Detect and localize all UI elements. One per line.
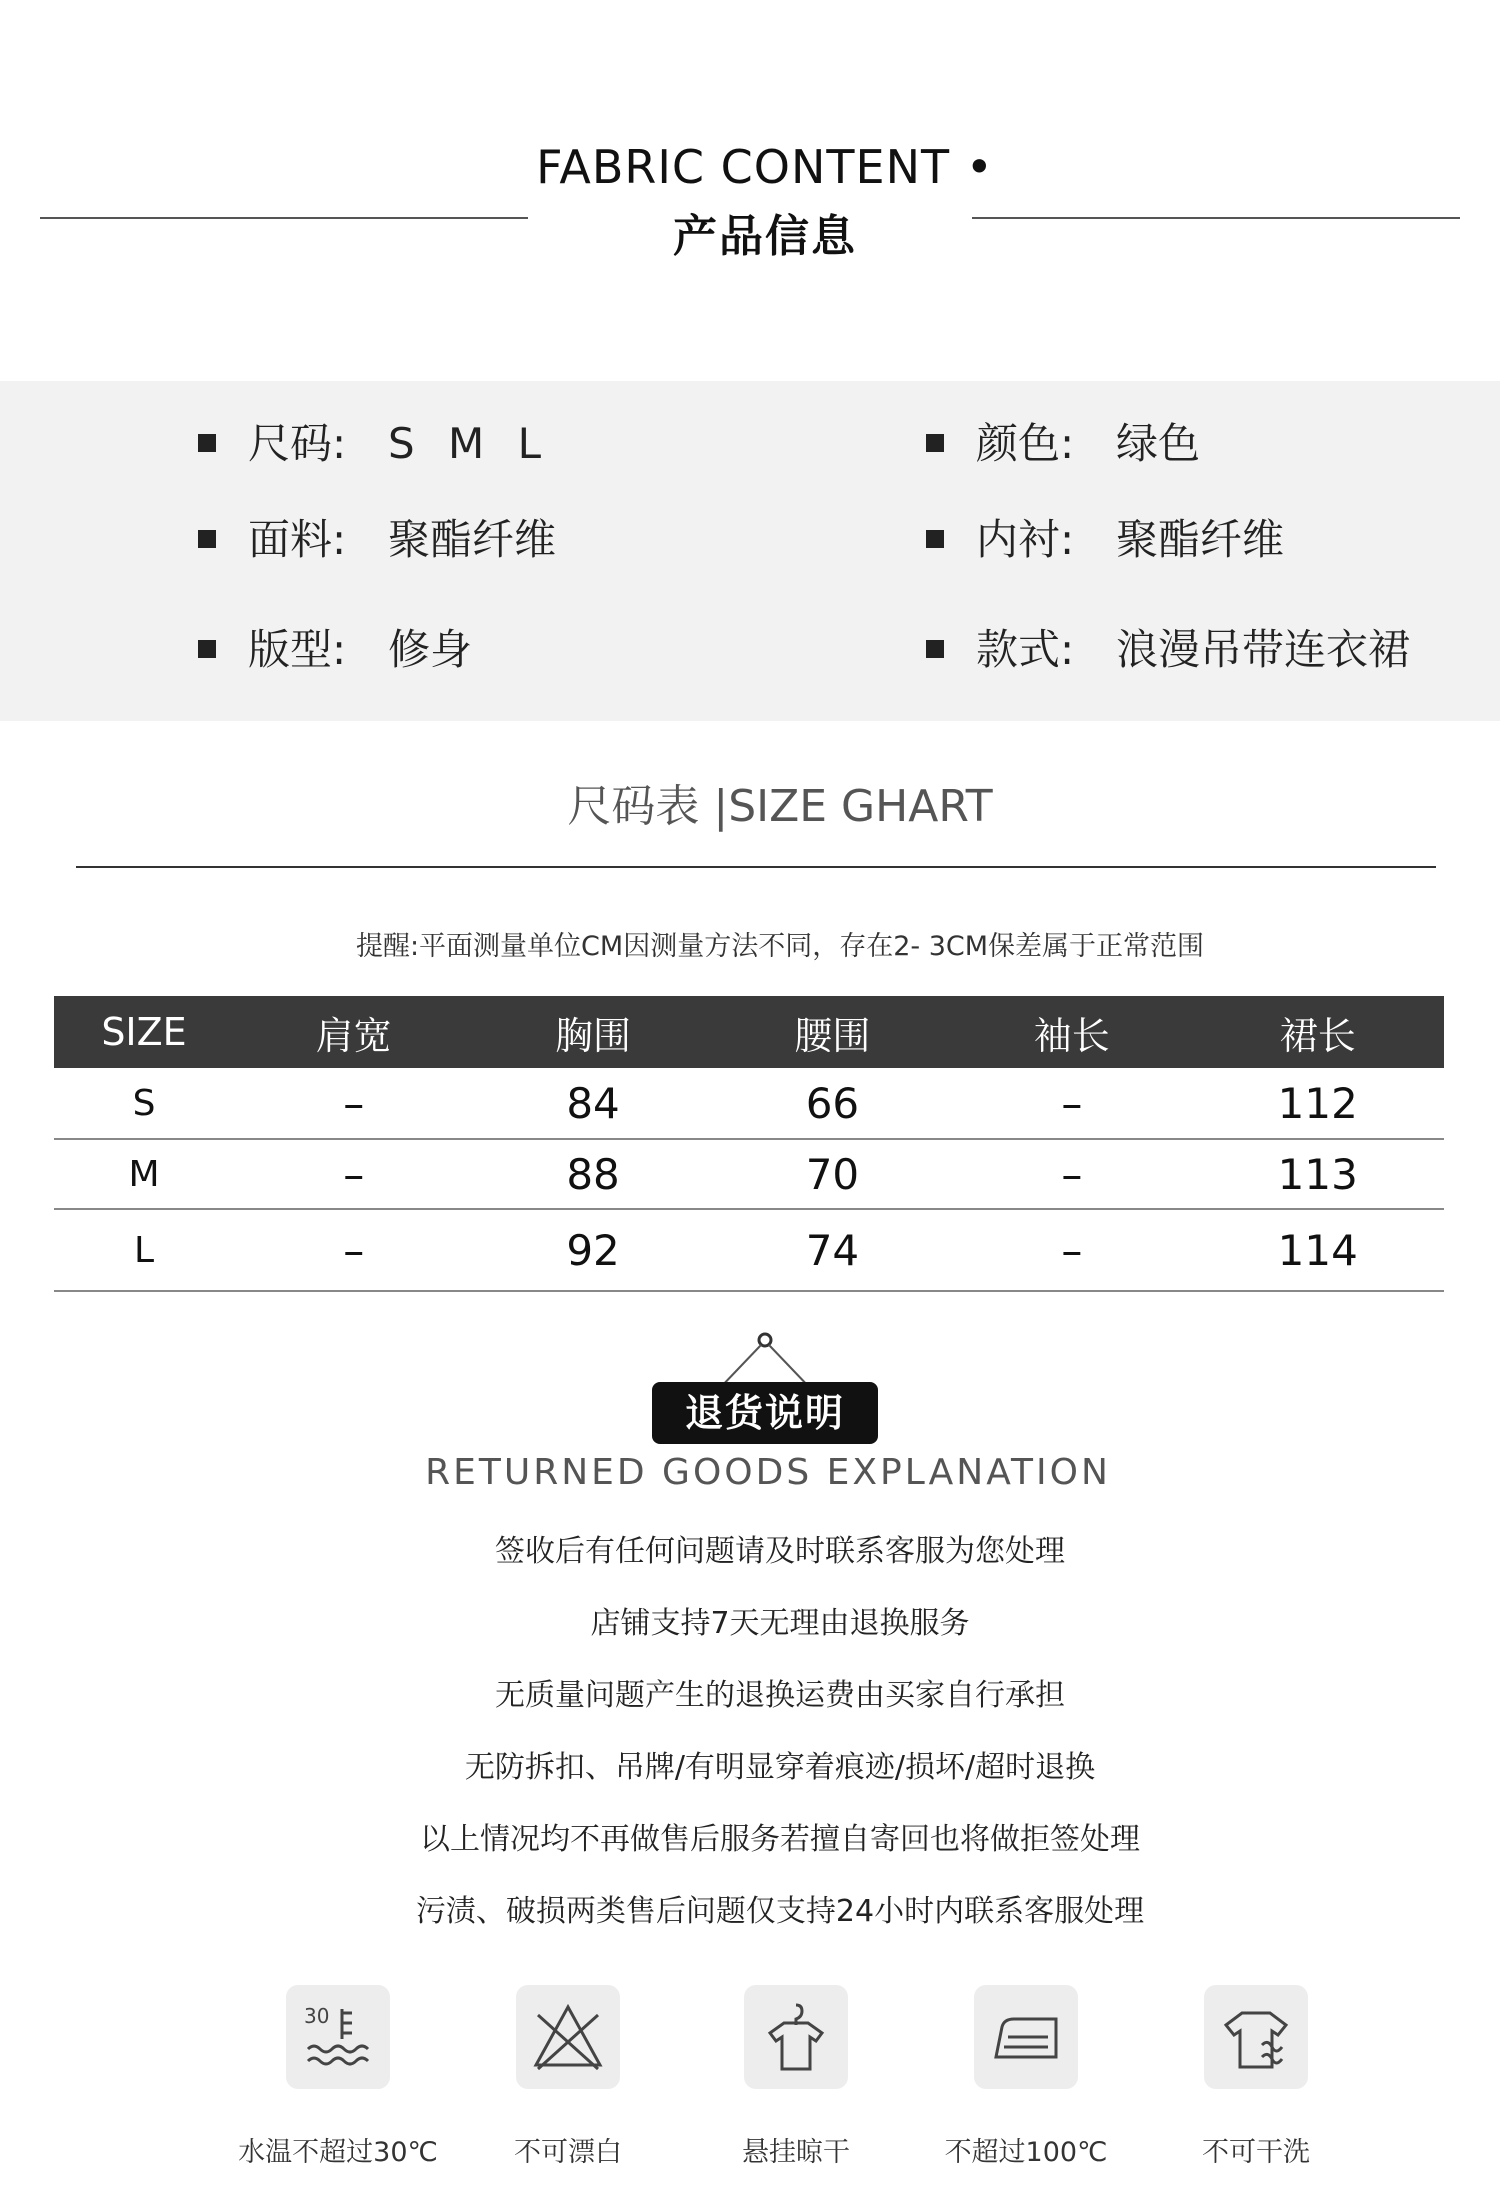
- table-cell: 88: [473, 1139, 712, 1209]
- table-cell: –: [952, 1139, 1191, 1209]
- info-label: 尺码:: [248, 419, 347, 468]
- wash-30-icon: [286, 1985, 390, 2089]
- table-cell: –: [234, 1068, 473, 1139]
- table-cell: 114: [1192, 1209, 1445, 1291]
- care-label: 不可干洗: [1202, 2137, 1310, 2168]
- table-cell: S: [54, 1068, 234, 1139]
- policy-line: 无防拆扣、吊牌/有明显穿着痕迹/损坏/超时退换: [464, 1750, 1096, 1785]
- returns-policy-list: [0, 1532, 1500, 1964]
- policy-line: 以上情况均不再做售后服务若擅自寄回也将做拒签处理: [420, 1822, 1140, 1857]
- table-cell: –: [234, 1139, 473, 1209]
- table-cell: –: [234, 1209, 473, 1291]
- care-label: 不超过100℃: [944, 2137, 1108, 2168]
- iron-icon: [974, 1985, 1078, 2089]
- info-label: 面料:: [248, 515, 347, 564]
- policy-line: 签收后有任何问题请及时联系客服为您处理: [495, 1534, 1065, 1569]
- hang-dry-icon: [744, 1985, 848, 2089]
- table-cell: M: [54, 1139, 234, 1209]
- size-chart-title: 尺码表 |SIZE GHART: [567, 781, 993, 832]
- info-value: 绿色: [1116, 419, 1201, 468]
- info-label: 颜色:: [976, 419, 1075, 468]
- info-value: 聚酯纤维: [388, 515, 557, 564]
- no-dry-clean-icon: [1204, 1985, 1308, 2089]
- returns-title-en: RETURNED GOODS EXPLANATION: [425, 1452, 1111, 1493]
- info-value: 聚酯纤维: [1116, 515, 1285, 564]
- table-cell: 92: [473, 1209, 712, 1291]
- table-cell: 112: [1192, 1068, 1445, 1139]
- info-value: 浪漫吊带连衣裙: [1116, 625, 1411, 674]
- section-title-cn: 产品信息: [673, 211, 857, 262]
- column-header: 袖长: [952, 996, 1191, 1068]
- section-title-en: FABRIC CONTENT •: [536, 140, 994, 194]
- column-header: 胸围: [473, 996, 712, 1068]
- info-label: 款式:: [976, 625, 1075, 674]
- info-value: 修身: [388, 625, 473, 674]
- table-cell: L: [54, 1209, 234, 1291]
- table-cell: 113: [1192, 1139, 1445, 1209]
- policy-line: 无质量问题产生的退换运费由买家自行承担: [495, 1678, 1065, 1713]
- care-label: 悬挂晾干: [742, 2137, 850, 2168]
- table-cell: 84: [473, 1068, 712, 1139]
- no-bleach-icon: [516, 1985, 620, 2089]
- table-cell: –: [952, 1068, 1191, 1139]
- info-value: S M L: [388, 419, 551, 468]
- table-cell: –: [952, 1209, 1191, 1291]
- care-label: 水温不超过30℃: [238, 2137, 438, 2168]
- info-label: 内衬:: [976, 515, 1075, 564]
- column-header: 肩宽: [234, 996, 473, 1068]
- policy-line: 店铺支持7天无理由退换服务: [590, 1606, 970, 1641]
- returns-tag: 退货说明: [652, 1382, 878, 1444]
- size-chart-note: 提醒:平面测量单位CM因测量方法不同，存在2- 3CM保差属于正常范围: [355, 931, 1205, 962]
- column-header: 腰围: [713, 996, 952, 1068]
- column-header: SIZE: [54, 996, 234, 1068]
- column-header: 裙长: [1192, 996, 1445, 1068]
- care-label: 不可漂白: [514, 2137, 622, 2168]
- info-label: 版型:: [248, 625, 347, 674]
- table-cell: 74: [713, 1209, 952, 1291]
- policy-line: 污渍、破损两类售后问题仅支持24小时内联系客服处理: [415, 1894, 1145, 1929]
- table-cell: 70: [713, 1139, 952, 1209]
- svg-text:30: 30: [304, 2004, 330, 2028]
- table-cell: 66: [713, 1068, 952, 1139]
